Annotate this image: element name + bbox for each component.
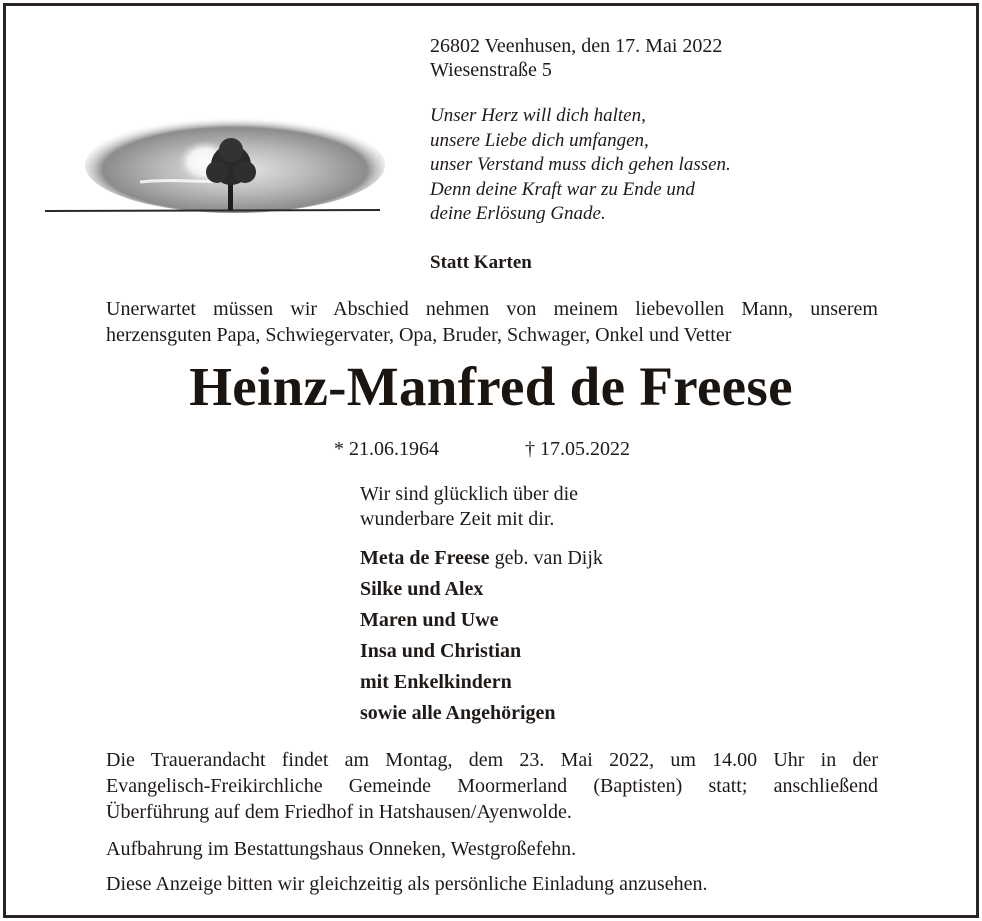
quote-line: wunderbare Zeit mit dir. (360, 507, 555, 530)
poem-line: unsere Liebe dich umfangen, (430, 129, 649, 151)
spouse-name: Meta de Freese (360, 547, 490, 569)
address-street: Wiesenstraße 5 (430, 59, 552, 81)
mourner-entry: sowie alle Angehörigen (360, 702, 556, 724)
mourner-entry: Maren und Uwe (360, 609, 499, 631)
poem (430, 104, 731, 227)
tree-landscape-illustration (45, 110, 385, 220)
service-line: Überführung auf dem Friedhof in Hatshausen/Ayenwolde. (106, 801, 572, 823)
service-line: Die Trauerandacht findet am Montag, dem 23. Mai 2022, um 14.00 Uhr in der (106, 749, 878, 771)
service-paragraph (106, 747, 878, 825)
death-date: † 17.05.2022 (525, 438, 630, 460)
poem-line: Denn deine Kraft war zu Ende und (430, 178, 695, 200)
intro-paragraph (106, 296, 878, 348)
mourner-entry: Insa und Christian (360, 640, 522, 662)
invitation-note: Diese Anzeige bitten wir gleichzeitig als persönliche Einladung anzusehen. (106, 873, 708, 895)
spouse-maiden-name: geb. van Dijk (489, 547, 603, 569)
family-quote (360, 482, 578, 531)
sender-address (430, 34, 722, 82)
laying-out-info: Aufbahrung im Bestattungshaus Onneken, Westgroßefehn. (106, 838, 577, 860)
intro-line: herzensguten Papa, Schwiegervater, Opa, Bruder, Schwager, Onkel und Vetter (106, 324, 732, 346)
intro-line: Unerwartet müssen wir Abschied nehmen von meinem liebevollen Mann, unserem (106, 298, 878, 320)
mourners-list (360, 543, 603, 729)
statt-karten-label: Statt Karten (430, 252, 532, 273)
mourner-entry: mit Enkelkindern (360, 671, 512, 693)
poem-line: Unser Herz will dich halten, (430, 105, 646, 126)
poem-line: deine Erlösung Gnade. (430, 203, 606, 224)
poem-line: unser Verstand muss dich gehen lassen. (430, 154, 731, 175)
mourner-entry: Silke und Alex (360, 578, 484, 600)
birth-date: * 21.06.1964 (334, 438, 439, 460)
mourner-spouse (360, 543, 603, 574)
address-city-date: 26802 Veenhusen, den 17. Mai 2022 (430, 35, 723, 57)
quote-line: Wir sind glücklich über die (360, 483, 579, 505)
deceased-name: Heinz-Manfred de Freese (189, 356, 793, 417)
service-line: Evangelisch-Freikirchliche Gemeinde Moormerland (Baptisten) statt; anschließend (106, 775, 878, 797)
